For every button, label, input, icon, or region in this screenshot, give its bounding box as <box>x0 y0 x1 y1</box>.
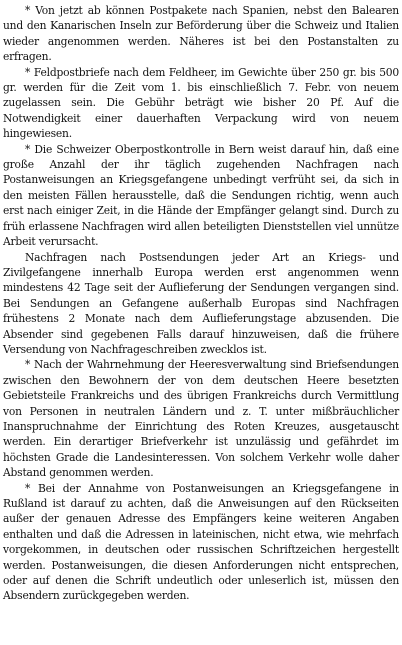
notice-occupied-territory-mail: * Nach der Wahrnehmung der Heeresverwaltung sind Briefsendungen zwischen den Bewohnern der von dem deutschen Heere besetzten Gebietsteile Frankreichs und des übrigen Frankreichs durch Vermittlung von Personen in neutralen Ländern und z. T. unter mißbräuchlicher Inanspruchnahme der Einrichtung des Roten Kreuzes, ausgetauscht werden. Ein derartiger Briefverkehr ist unzulässig und gefährdet im höchsten Grade die Landesinteressen. Von solchem Verkehr wolle daher Abstand genommen werden. <box>3 358 399 480</box>
notice-money-orders-russia: * Bei der Annahme von Postanweisungen an Kriegsgefangene in Rußland ist darauf zu achten, daß die Anweisungen auf den Rückseiten außer der genauen Adresse des Empfängers keine weiteren Angaben enthalten und daß die Adressen in lateinischen, nicht etwa, wie mehrfach vorgekommen, in deutschen oder russischen Schriftzeichen hergestellt werden. Postanweisungen, die diesen Anforderungen nicht entsprechen, oder auf denen die Schrift undeutlich oder unleserlich ist, müssen den Absendern zurückgegeben werden. <box>3 481 399 603</box>
notice-swiss-postal-control: * Die Schweizer Oberpostkontrolle in Bern weist darauf hin, daß eine große Anzahl der ihr täglich zugehenden Nachfragen nach Postanweisungen an Kriegsgefangene unbedingt verfrüht sei, da sich in den meisten Fällen herausstelle, daß die Sendungen richtig, wenn auch erst nach einiger Zeit, in die Hände der Empfänger gelangt sind. Durch zu früh erlassene Nachfragen wird allen beteiligten Dienststellen viel unnütze Arbeit verursacht. <box>3 142 399 249</box>
notice-inquiry-deadlines: Nachfragen nach Postsendungen jeder Art an Kriegs- und Zivilgefangene innerhalb Europa werden erst angenommen wenn mindestens 42 Tage seit der Auflieferung der Sendungen vergangen sind. Bei Sendungen an Gefangene außerhalb Europas sind Nachfragen frühestens 2 Monate nach dem Auflieferungstage abzusenden. Die Absender sind gegebenen Falls darauf hinzuweisen, daß die frühere Versendung von Nachfrageschreiben zwecklos ist. <box>3 250 399 356</box>
notice-field-post-letters: * Feldpostbriefe nach dem Feldheer, im Gewichte über 250 gr. bis 500 gr. werden für die Zeit vom 1. bis einschließlich 7. Febr. von neuem zugelassen sein. Die Gebühr beträgt wie bisher 20 Pf. Auf die Notwendigkeit einer dauerhaften Verpackung wird von neuem hingewiesen. <box>3 65 399 141</box>
notice-parcels-spain: * Von jetzt ab können Postpakete nach Spanien, nebst den Balearen und den Kanarischen Inseln zur Beförderung über die Schweiz und Italien wieder angenommen werden. Näheres ist bei den Postanstalten zu erfragen. <box>3 4 399 64</box>
newspaper-column <box>3 3 399 643</box>
